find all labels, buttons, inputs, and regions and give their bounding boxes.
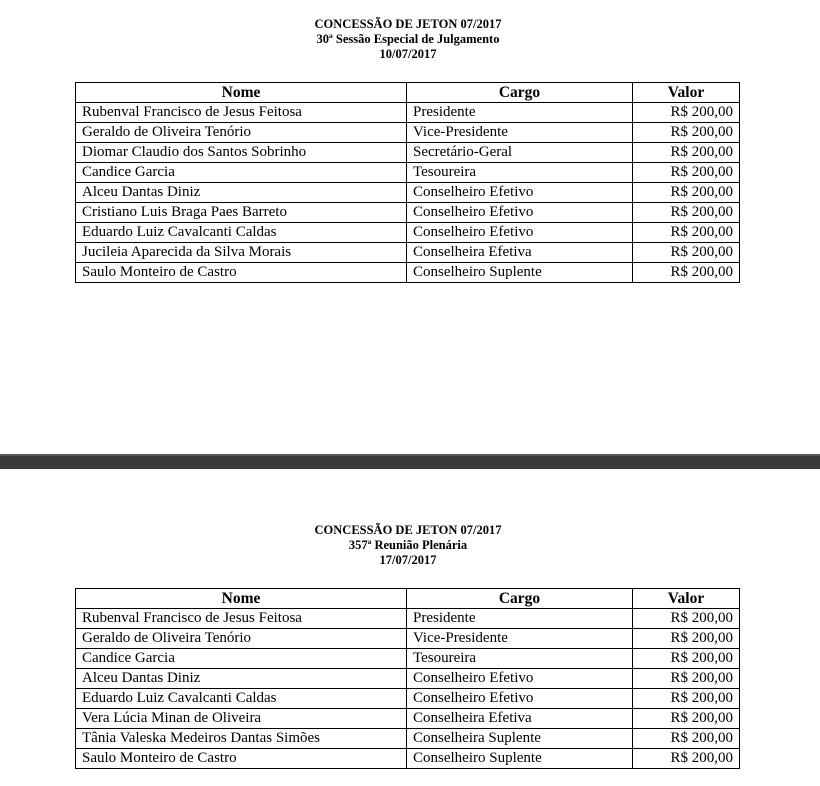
session-date: 17/07/2017 <box>379 553 437 567</box>
table-row <box>76 729 740 749</box>
table-row <box>76 163 740 183</box>
table-row <box>76 103 740 123</box>
cell-valor: R$ 200,00 <box>633 203 740 223</box>
table-row <box>76 263 740 283</box>
header-valor: Valor <box>633 83 740 103</box>
cell-nome: Rubenval Francisco de Jesus Feitosa <box>76 103 407 123</box>
jeton-table <box>75 588 740 769</box>
table-row <box>76 243 740 263</box>
cell-nome: Eduardo Luiz Cavalcanti Caldas <box>76 223 407 243</box>
document-title: CONCESSÃO DE JETON 07/2017 <box>314 17 502 31</box>
header-nome: Nome <box>76 589 407 609</box>
cell-cargo: Conselheira Suplente <box>407 729 633 749</box>
cell-cargo: Conselheiro Suplente <box>407 749 633 769</box>
cell-nome: Vera Lúcia Minan de Oliveira <box>76 709 407 729</box>
header-cargo: Cargo <box>407 589 633 609</box>
document-page-2 <box>0 469 820 786</box>
cell-cargo: Presidente <box>407 103 633 123</box>
table-row <box>76 649 740 669</box>
cell-nome: Tânia Valeska Medeiros Dantas Simões <box>76 729 407 749</box>
cell-valor: R$ 200,00 <box>633 143 740 163</box>
cell-cargo: Vice-Presidente <box>407 123 633 143</box>
cell-valor: R$ 200,00 <box>633 669 740 689</box>
cell-valor: R$ 200,00 <box>633 749 740 769</box>
cell-valor: R$ 200,00 <box>633 629 740 649</box>
table-row <box>76 669 740 689</box>
table-header-row <box>76 83 740 103</box>
session-subtitle: 357ª Reunião Plenária <box>348 538 468 552</box>
cell-nome: Geraldo de Oliveira Tenório <box>76 629 407 649</box>
cell-nome: Rubenval Francisco de Jesus Feitosa <box>76 609 407 629</box>
cell-nome: Geraldo de Oliveira Tenório <box>76 123 407 143</box>
cell-valor: R$ 200,00 <box>633 243 740 263</box>
cell-valor: R$ 200,00 <box>633 689 740 709</box>
table-row <box>76 143 740 163</box>
cell-valor: R$ 200,00 <box>633 163 740 183</box>
table-row <box>76 123 740 143</box>
cell-cargo: Presidente <box>407 609 633 629</box>
cell-nome: Saulo Monteiro de Castro <box>76 749 407 769</box>
page-heading <box>0 17 816 62</box>
cell-valor: R$ 200,00 <box>633 729 740 749</box>
table-row <box>76 609 740 629</box>
table-row <box>76 223 740 243</box>
header-nome: Nome <box>76 83 407 103</box>
cell-cargo: Tesoureira <box>407 649 633 669</box>
cell-valor: R$ 200,00 <box>633 649 740 669</box>
cell-valor: R$ 200,00 <box>633 183 740 203</box>
cell-cargo: Conselheiro Efetivo <box>407 669 633 689</box>
table-row <box>76 709 740 729</box>
cell-cargo: Conselheira Efetiva <box>407 709 633 729</box>
session-subtitle: 30ª Sessão Especial de Julgamento <box>316 32 500 46</box>
cell-cargo: Conselheiro Suplente <box>407 263 633 283</box>
cell-valor: R$ 200,00 <box>633 223 740 243</box>
cell-nome: Eduardo Luiz Cavalcanti Caldas <box>76 689 407 709</box>
cell-cargo: Vice-Presidente <box>407 629 633 649</box>
cell-nome: Alceu Dantas Diniz <box>76 669 407 689</box>
header-valor: Valor <box>633 589 740 609</box>
table-header-row <box>76 589 740 609</box>
cell-nome: Cristiano Luis Braga Paes Barreto <box>76 203 407 223</box>
jeton-table <box>75 82 740 283</box>
cell-valor: R$ 200,00 <box>633 709 740 729</box>
cell-cargo: Conselheiro Efetivo <box>407 203 633 223</box>
cell-nome: Alceu Dantas Diniz <box>76 183 407 203</box>
table-row <box>76 203 740 223</box>
cell-nome: Saulo Monteiro de Castro <box>76 263 407 283</box>
cell-cargo: Secretário-Geral <box>407 143 633 163</box>
cell-cargo: Conselheira Efetiva <box>407 243 633 263</box>
cell-cargo: Conselheiro Efetivo <box>407 689 633 709</box>
page-heading <box>0 523 816 568</box>
cell-valor: R$ 200,00 <box>633 103 740 123</box>
cell-cargo: Conselheiro Efetivo <box>407 223 633 243</box>
table-row <box>76 183 740 203</box>
cell-nome: Candice Garcia <box>76 163 407 183</box>
table-row <box>76 749 740 769</box>
cell-valor: R$ 200,00 <box>633 609 740 629</box>
cell-nome: Diomar Claudio dos Santos Sobrinho <box>76 143 407 163</box>
cell-valor: R$ 200,00 <box>633 263 740 283</box>
table-row <box>76 689 740 709</box>
cell-cargo: Conselheiro Efetivo <box>407 183 633 203</box>
page-divider <box>0 454 820 469</box>
session-date: 10/07/2017 <box>379 47 437 61</box>
cell-nome: Candice Garcia <box>76 649 407 669</box>
cell-nome: Jucileia Aparecida da Silva Morais <box>76 243 407 263</box>
document-title: CONCESSÃO DE JETON 07/2017 <box>314 523 502 537</box>
cell-valor: R$ 200,00 <box>633 123 740 143</box>
cell-cargo: Tesoureira <box>407 163 633 183</box>
header-cargo: Cargo <box>407 83 633 103</box>
table-row <box>76 629 740 649</box>
